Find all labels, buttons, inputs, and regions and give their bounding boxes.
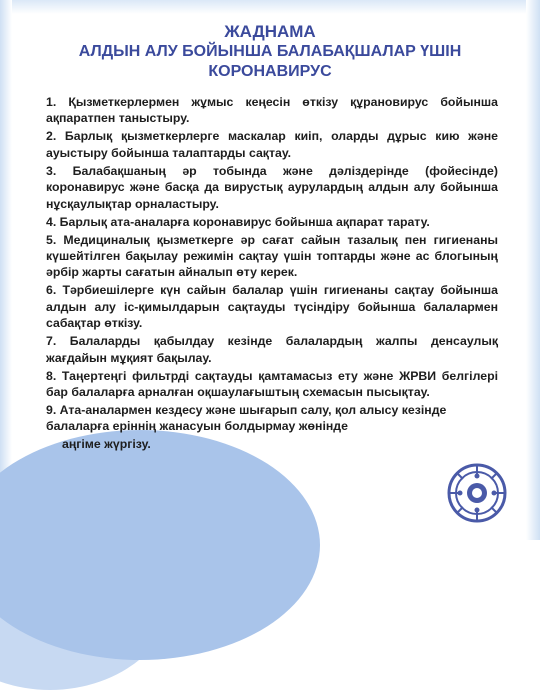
document-title bbox=[0, 22, 540, 82]
list-item-continuation: аңгіме жүргізу. bbox=[62, 437, 151, 452]
title-line-1: ЖАДНАМА bbox=[224, 22, 316, 41]
list-item: 3. Балабақшаның әр тобында және дәліздерінде (фойесінде) коронавирус және басқа да вирустық аурулардың алдын алу бойынша нұсқаулықтар орналастыру. bbox=[46, 163, 498, 211]
top-border bbox=[0, 0, 540, 14]
list-item: 1. Қызметкерлермен жұмыс кеңесін өткізу құрановирус бойынша ақпаратпен таныстыру. bbox=[46, 95, 498, 126]
list-item: 7. Балаларды қабылдау кезінде балалардың жалпы денсаулық жағдайын мұқият бақылау. bbox=[46, 334, 498, 365]
title-line-2: АЛДЫН АЛУ БОЙЫНША БАЛАБАҚШАЛАР ҮШІН bbox=[78, 43, 462, 60]
list-item: 8. Таңертеңгі фильтрді сақтауды қамтамасыз ету және ЖРВИ белгілері бар балаларға арналған оқшаулағыштың схемасын пысықтау. bbox=[46, 368, 498, 400]
list-item: 9. Ата-аналармен кездесу және шығарып салу, қол алысу кезінде балаларға ерiннiң жанасуын болдырмау жөнінде bbox=[46, 403, 447, 434]
list-item: 6. Тәрбиешілерге күн сайын балалар үшін гигиенаны сақтау бойынша алдын алу іс-қимылдарын сақтауды түсіндіру бойынша балалармен сабақтар өткізу. bbox=[46, 283, 498, 331]
list-item: 2. Барлық қызметкерлерге маскалар киіп, оларды дұрыс кию және ауыстыру бойынша талаптарды сақтау. bbox=[46, 129, 498, 160]
memo-list bbox=[46, 94, 498, 454]
list-item: 5. Медициналық қызметкерге әр сағат сайын тазалық пен гигиенаны күшейтілген бақылау режимін сақтау үшін топтарды және ас блогының әрбір жарты сағатын айналып өту керек. bbox=[46, 232, 498, 280]
title-line-3: КОРОНАВИРУС bbox=[208, 63, 332, 80]
background-wave bbox=[0, 430, 320, 660]
circular-emblem-icon bbox=[446, 462, 508, 524]
list-item: 4. Барлық ата-аналарға коронавирус бойынша ақпарат тарату. bbox=[46, 214, 430, 229]
